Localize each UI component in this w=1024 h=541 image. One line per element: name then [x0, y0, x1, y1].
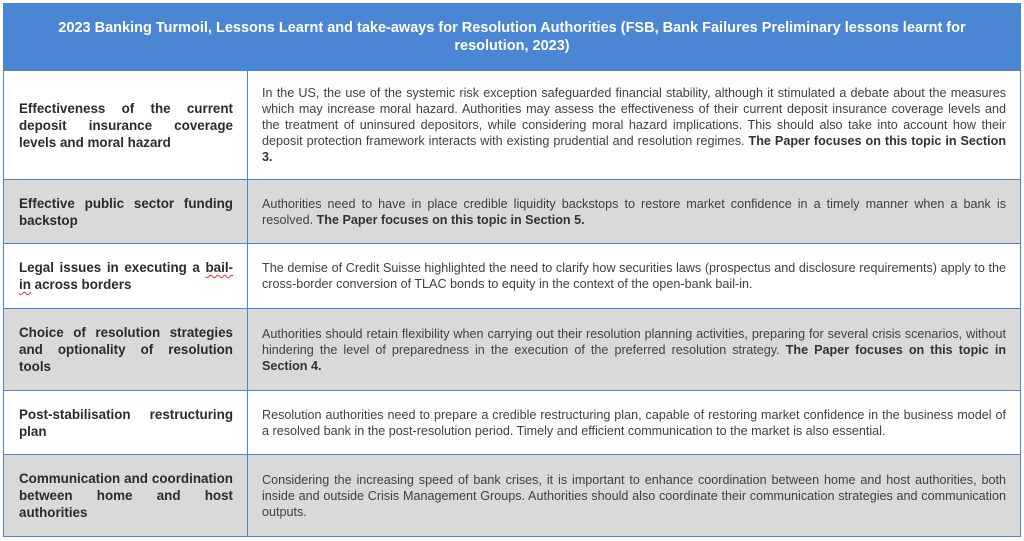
lessons-table [3, 3, 1021, 537]
row-label: Communication and coordination between home and host authorities [4, 455, 248, 537]
table-row [4, 309, 1021, 391]
table-row [4, 455, 1021, 537]
row-section-ref: The Paper focuses on this topic in Section 3. [262, 134, 1007, 164]
row-text [248, 391, 1021, 455]
row-body: Authorities need to have in place credible liquidity backstops to restore market confidence in a timely manner when a bank is resolved. [262, 196, 1006, 227]
row-label: Choice of resolution strategies and optionality of resolution tools [4, 309, 248, 391]
row-label: Post-stabilisation restructuring plan [4, 391, 248, 455]
table-title: 2023 Banking Turmoil, Lessons Learnt and take-aways for Resolution Authorities (FSB, Bank Failures Preliminary lessons learnt for resolution, 2023) [4, 4, 1021, 71]
row-body: Authorities should retain flexibility when carrying out their resolution planning activities, preparing for several crisis scenarios, without hindering the level of preparedness in the execution of the preferred resolution strategy. [262, 326, 1006, 357]
row-text [248, 71, 1021, 180]
lessons-table-container [3, 3, 1020, 538]
table-row [4, 71, 1021, 180]
row-body: Resolution authorities need to prepare a credible restructuring plan, capable of restoring market confidence in the business model of a resolved bank in the post-resolution period. Timely and efficient communication to the market is also essential. [262, 407, 1006, 438]
row-body: In the US, the use of the systemic risk exception safeguarded financial stability, although it stimulated a debate about the measures which may increase moral hazard. Authorities may assess the effectiveness of their current deposit insurance coverage levels and the treatment of uninsured depositors, while considering moral hazard implications. This should also take into account how their deposit protection framework interacts with existing prudential and resolution regimes. [262, 86, 1006, 148]
row-label: Effective public sector funding backstop [4, 180, 248, 244]
table-header-row [4, 4, 1021, 71]
table-row [4, 391, 1021, 455]
row-body: The demise of Credit Suisse highlighted the need to clarify how securities laws (prospectus and disclosure requirements) apply to the cross-border conversion of TLAC bonds to equity in the context of the open-bank bail-in. [262, 261, 1006, 291]
row-label: Effectiveness of the current deposit insurance coverage levels and moral hazard [4, 71, 248, 180]
row-text [248, 309, 1021, 391]
row-body: Considering the increasing speed of bank crises, it is important to enhance coordination between home and host authorities, both inside and outside Crisis Management Groups. Authorities should also coordinate their communication strategies and communication outputs. [262, 472, 1006, 519]
row-text [248, 244, 1021, 309]
row-text [248, 455, 1021, 537]
table-row [4, 244, 1021, 309]
row-section-ref: The Paper focuses on this topic in Section 4. [262, 342, 1007, 373]
spellcheck-underlined-word: bail-in [19, 260, 233, 292]
row-section-ref: The Paper focuses on this topic in Section 5. [316, 212, 585, 227]
row-label-part: Legal issues in executing a [19, 260, 200, 275]
row-text [248, 180, 1021, 244]
table-row [4, 180, 1021, 244]
row-label [4, 244, 248, 309]
row-label-part: across borders [34, 277, 132, 292]
